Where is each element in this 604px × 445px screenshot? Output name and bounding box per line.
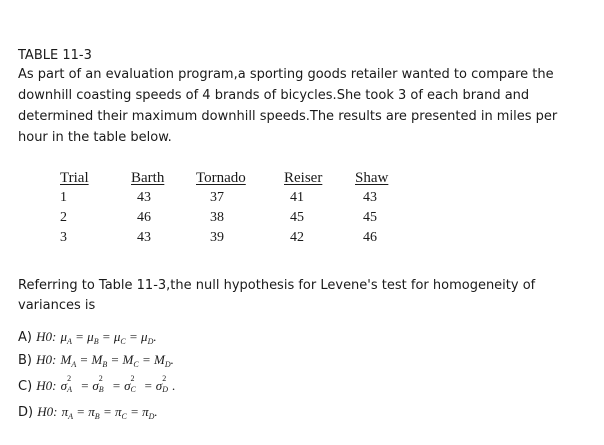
option-c[interactable]: C) H0: σ 2 A = σ 2 B = σ 2 C = σ 2 D . [18, 374, 176, 394]
cell-reiser: 45 [290, 210, 304, 225]
cell-barth: 43 [137, 190, 151, 205]
option-letter: D) [18, 405, 34, 420]
col-header-trial: Trial [60, 170, 89, 186]
h0-label: H0: [36, 378, 57, 393]
cell-shaw: 46 [363, 230, 377, 245]
option-b[interactable]: B) H0: $M_A = M_B = M_C = M_D$. [18, 352, 174, 369]
cell-barth: 43 [137, 230, 151, 245]
cell-shaw: 43 [363, 190, 377, 205]
h0-label: H0: [36, 352, 57, 367]
cell-reiser: 42 [290, 230, 304, 245]
cell-tornado: 37 [210, 190, 224, 205]
table-label: TABLE 11-3 [18, 48, 92, 63]
col-header-reiser: Reiser [284, 170, 323, 186]
cell-barth: 46 [137, 210, 151, 225]
cell-trial: 1 [60, 190, 67, 205]
cell-tornado: 39 [210, 230, 224, 245]
cell-shaw: 45 [363, 210, 377, 225]
cell-trial: 2 [60, 210, 67, 225]
col-header-shaw: Shaw [355, 170, 389, 186]
h0-label: H0: [37, 404, 58, 419]
col-header-barth: Barth [131, 170, 165, 186]
option-a[interactable]: A) H0: $\mu_A = \mu_B = \mu_C = \mu_D$. [18, 329, 157, 346]
option-letter: C) [18, 379, 33, 394]
cell-trial: 3 [60, 230, 67, 245]
col-header-tornado: Tornado [196, 170, 246, 186]
cell-reiser: 41 [290, 190, 304, 205]
cell-tornado: 38 [210, 210, 224, 225]
h0-label: H0: [36, 329, 57, 344]
option-letter: A) [18, 330, 32, 345]
option-letter: B) [18, 353, 32, 368]
question-text: Referring to Table 11-3,the null hypothesis for Levene's test for homogeneity of variances is [18, 278, 536, 313]
intro-paragraph: As part of an evaluation program,a sporting goods retailer wanted to compare the downhill coasting speeds of 4 brands of bicycles.She took 3 of each brand and determined their maximum downhill speeds.The results are presented in miles per hour in the table below. [18, 67, 558, 145]
option-d[interactable]: D) H0: $\pi_A = \pi_B = \pi_C = \pi_D$. [18, 404, 158, 421]
